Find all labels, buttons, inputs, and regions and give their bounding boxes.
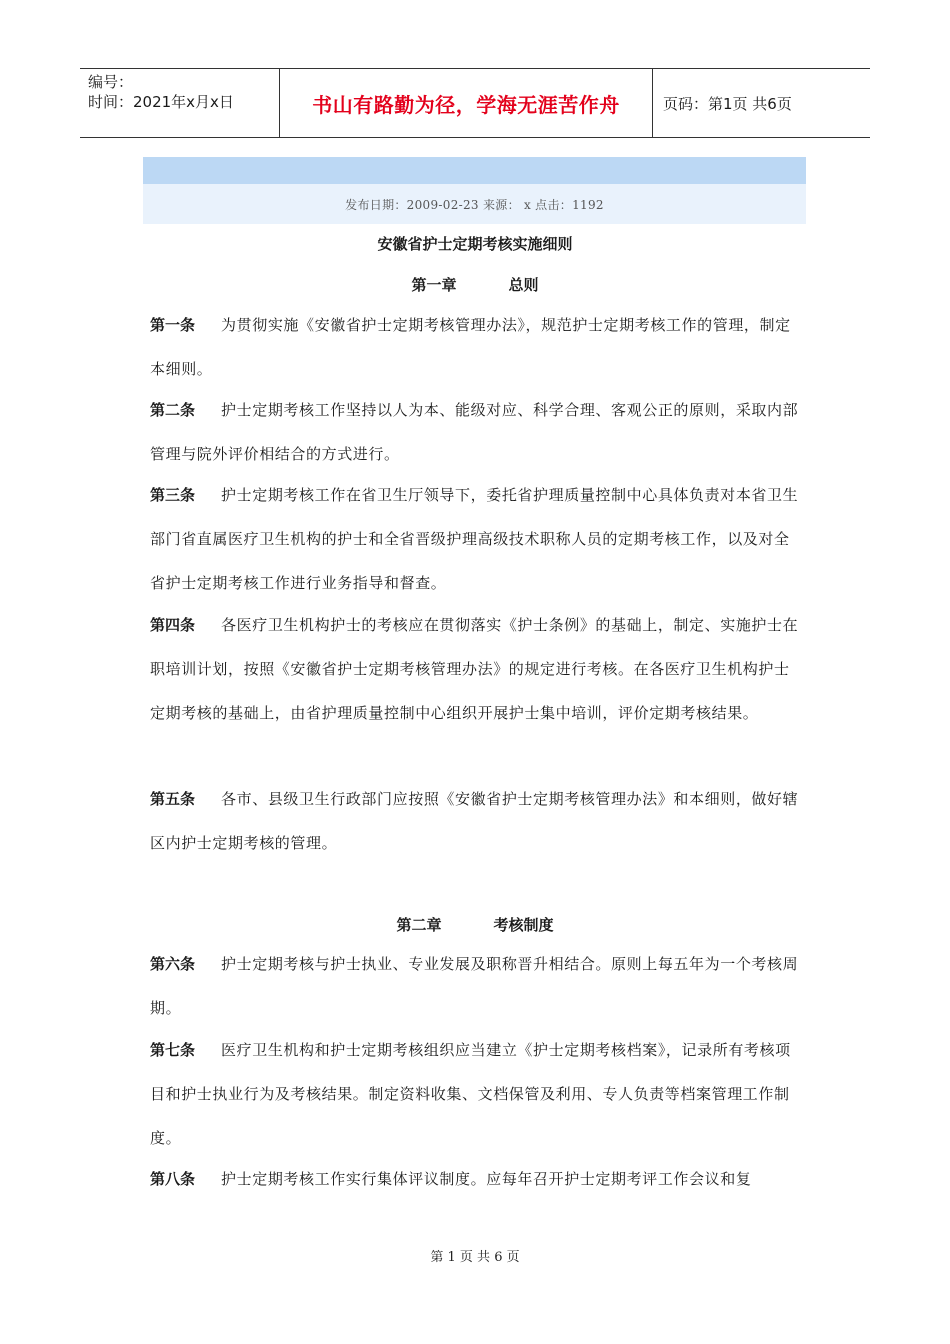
article-text: 护士定期考核与护士执业、专业发展及职称晋升相结合。原则上每五年为一个考核周期。 <box>150 955 799 1017</box>
article-7 <box>150 1028 800 1160</box>
time-label: 时间：2021年x月x日 <box>88 93 234 111</box>
header-info-cell <box>80 69 280 137</box>
article-text: 护士定期考核工作实行集体评议制度。应每年召开护士定期考评工作会议和复 <box>221 1170 752 1188</box>
article-5 <box>150 777 800 865</box>
page-footer: 第 1 页 共 6 页 <box>430 1250 520 1265</box>
article-text: 护士定期考核工作在省卫生厅领导下，委托省护理质量控制中心具体负责对本省卫生部门省直属医疗卫生机构的护士和全省晋级护理高级技术职称人员的定期考核工作，以及对全省护士定期考核工作进行业务指导和督查。 <box>150 486 799 592</box>
document-title: 安徽省护士定期考核实施细则 <box>377 235 573 253</box>
chapter-heading-1 <box>0 274 950 295</box>
article-label: 第二条 <box>150 401 196 419</box>
article-text: 各市、县级卫生行政部门应按照《安徽省护士定期考核管理办法》和本细则，做好辖区内护士定期考核的管理。 <box>150 790 799 852</box>
article-text: 医疗卫生机构和护士定期考核组织应当建立《护士定期考核档案》，记录所有考核项目和护士执业行为及考核结果。制定资料收集、文档保管及利用、专人负责等档案管理工作制度。 <box>150 1041 791 1147</box>
chapter-name: 总则 <box>508 276 539 294</box>
number-label: 编号： <box>88 73 134 91</box>
banner-top-bar <box>143 157 806 184</box>
article-text: 为贯彻实施《安徽省护士定期考核管理办法》，规范护士定期考核工作的管理，制定本细则。 <box>150 316 791 378</box>
article-1 <box>150 303 800 391</box>
article-8 <box>150 1157 800 1201</box>
chapter-number: 第二章 <box>396 916 442 934</box>
article-label: 第六条 <box>150 955 196 973</box>
article-label: 第七条 <box>150 1041 196 1059</box>
publish-meta: 发布日期：2009-02-23 来源： x 点击：1192 <box>345 197 604 212</box>
article-text: 各医疗卫生机构护士的考核应在贯彻落实《护士条例》的基础上，制定、实施护士在职培训计划，按照《安徽省护士定期考核管理办法》的规定进行考核。在各医疗卫生机构护士定期考核的基础上，由省护理质量控制中心组织开展护士集中培训，评价定期考核结果。 <box>150 616 799 722</box>
chapter-heading-2 <box>0 914 950 935</box>
article-label: 第三条 <box>150 486 196 504</box>
header-motto: 书山有路勤为径，学海无涯苦作舟 <box>280 69 653 137</box>
article-3 <box>150 473 800 605</box>
article-label: 第五条 <box>150 790 196 808</box>
chapter-number: 第一章 <box>411 276 457 294</box>
article-text: 护士定期考核工作坚持以人为本、能级对应、科学合理、客观公正的原则，采取内部管理与院外评价相结合的方式进行。 <box>150 401 799 463</box>
article-2 <box>150 388 800 476</box>
article-label: 第一条 <box>150 316 196 334</box>
article-label: 第八条 <box>150 1170 196 1188</box>
publish-meta-bar <box>143 184 806 224</box>
article-4 <box>150 603 800 735</box>
article-6 <box>150 942 800 1030</box>
document-header <box>80 68 870 138</box>
article-label: 第四条 <box>150 616 196 634</box>
header-page-info: 页码：第1页 共6页 <box>663 94 792 113</box>
chapter-name: 考核制度 <box>493 916 554 934</box>
